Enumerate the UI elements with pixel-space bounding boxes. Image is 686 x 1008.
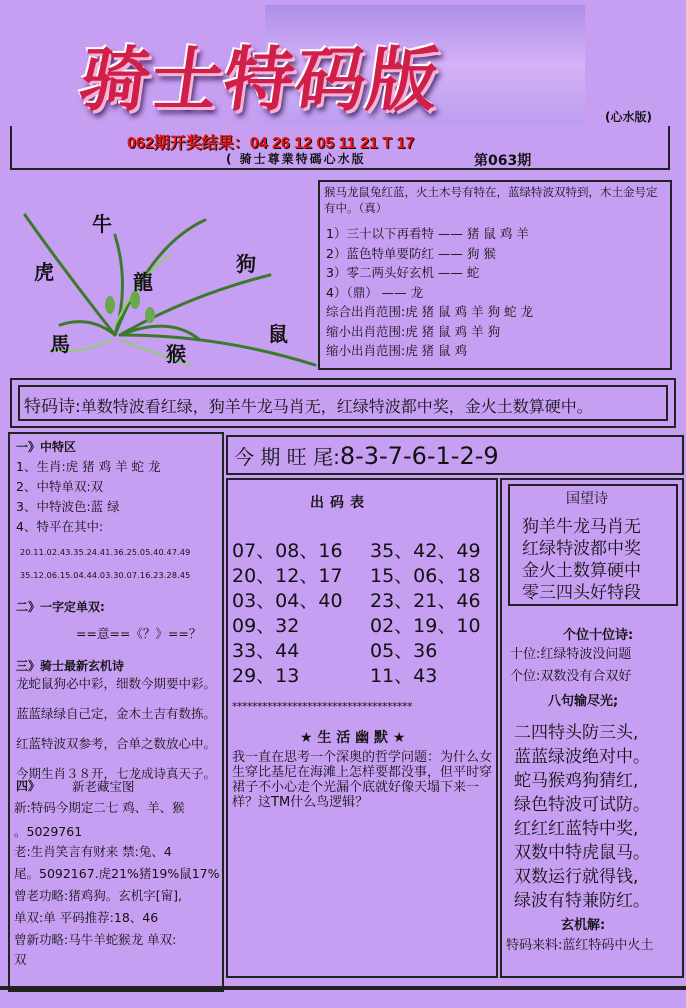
digit-poem-title: 个位十位诗: <box>563 628 634 643</box>
zodiac-monkey: 猴 <box>166 342 186 366</box>
table-cell: 23、21、46 <box>370 590 481 612</box>
poem-line: 今期生肖３８开，七龙成诗真天子。 <box>16 766 217 781</box>
header-frame-left <box>10 126 20 170</box>
digit-line: 十位:红绿特波没问题 <box>510 647 632 662</box>
list-item: 1、生肖:虎 猪 鸡 羊 蛇 龙 <box>16 459 161 474</box>
humor-text: 我一直在思考一个深奥的哲学问题：为什么女生穿比基尼在海滩上怎样要都没事，但平时穿裙子不小心走个光漏个底就好像天塌下来一样？这TM什么鸟逻辑？ <box>232 750 493 810</box>
star-divider: ************************************ <box>232 700 412 713</box>
eight-line: 双数中特虎鼠马。 <box>514 843 650 863</box>
table-cell: 05、36 <box>370 640 438 662</box>
table-title: 出码表 <box>310 495 370 511</box>
old-map-line: 单双:单 平码推荐:18、46 <box>14 910 159 925</box>
section-heading: 四》 <box>16 779 41 793</box>
poem-line: 龙蛇鼠狗必中彩，细数今期要中彩。 <box>16 676 217 691</box>
digit-line: 个位:双数没有合双好 <box>510 669 632 684</box>
eight-lines-title: 八句输尽光; <box>548 694 619 709</box>
guowang-line: 红绿特波都中奖 <box>522 539 641 559</box>
table-cell: 33、44 <box>232 640 300 662</box>
zodiac-rat: 鼠 <box>268 322 288 346</box>
header-frame-bottom <box>10 168 670 170</box>
old-map-line: 曾新功略:马牛羊蛇猴龙 单双: <box>14 932 177 947</box>
eight-line: 蛇马猴鸡狗猜红, <box>514 771 639 791</box>
verse-range: 综合出肖范围:虎 猪 鼠 鸡 羊 狗 蛇 龙 <box>326 304 534 319</box>
section-heading: 二》一字定单双: <box>16 600 105 614</box>
special-poem <box>24 392 593 417</box>
section-heading: 一》中特区 <box>16 440 77 454</box>
edition-label: (心水版) <box>605 110 652 124</box>
treasure-map-title: 新老藏宝图 <box>72 779 135 794</box>
old-map-line: 老:生肖笑言有财来 禁:兔、4 <box>14 844 172 859</box>
list-item: 3、中特波色:蓝 绿 <box>16 499 120 514</box>
riddle: ==意==《？》==？ <box>76 626 202 641</box>
verse-intro: 猴马龙鼠兔红蓝，火土木号有特在，蓝绿特波双特到，木土金号定有中。（真） <box>324 185 658 215</box>
table-cell: 03、04、40 <box>232 590 343 612</box>
section-heading: 三》骑士最新玄机诗 <box>16 659 125 673</box>
verse-box <box>318 180 672 370</box>
verse-line: 1）三十以下再看特 —— 猪 鼠 鸡 羊 <box>326 226 529 241</box>
eight-line: 绿色特波可试防。 <box>514 795 650 815</box>
eight-line: 红红红蓝特中奖, <box>514 819 639 839</box>
eight-line: 二四特头防三头, <box>514 723 639 743</box>
guowang-line: 零三四头好特段 <box>522 583 641 603</box>
table-cell: 29、13 <box>232 665 300 687</box>
page-title: 骑士特码版 <box>74 38 446 121</box>
zodiac-dragon: 龍 <box>133 270 153 294</box>
eight-line: 蓝蓝绿波绝对中。 <box>514 747 650 767</box>
table-cell: 11、43 <box>370 665 438 687</box>
list-item: 4、特平在其中: <box>16 519 104 534</box>
header-frame-right <box>660 126 670 170</box>
zodiac-dog: 狗 <box>236 252 256 276</box>
old-map-line: 尾。5092167.虎21%猪19%鼠17% <box>14 866 220 881</box>
bottom-border <box>0 986 686 990</box>
table-cell: 20、12、17 <box>232 565 343 587</box>
subtitle: ( 骑士尊業特碼心水版 <box>226 152 366 166</box>
zodiac-horse: 馬 <box>50 332 70 356</box>
number-list: 20.11.02.43.35.24.41.36.25.05.40.47.49 <box>20 548 191 557</box>
table-cell: 15、06、18 <box>370 565 481 587</box>
table-cell: 09、32 <box>232 615 300 637</box>
verse-line: 2）蓝色特单要防红 —— 狗 猴 <box>326 245 496 261</box>
verse-line: 4）（鼎） —— 龙 <box>326 284 424 300</box>
verse-range: 缩小出肖范围:虎 猪 鼠 鸡 <box>326 343 468 358</box>
poem-label: 特码诗: <box>24 397 81 417</box>
table-cell: 02、19、10 <box>370 615 481 637</box>
zodiac-ox: 牛 <box>92 212 112 236</box>
verse-line: 3）零二两头好玄机 —— 蛇 <box>326 265 480 280</box>
list-item: 2、中特单双:双 <box>16 479 104 494</box>
tail-line <box>234 441 499 470</box>
guowang-title: 国望诗 <box>566 491 608 507</box>
number-list: 35.12.06.15.04.44.03.30.07.16.23.28.45 <box>20 571 191 580</box>
table-cell: 07、08、16 <box>232 540 343 562</box>
verse-range: 缩小出肖范围:虎 猪 鼠 鸡 羊 狗 <box>326 323 501 339</box>
tail-label: 今 期 旺 尾: <box>234 445 340 469</box>
draw-result: 062期开奖结果：04 26 12 05 11 21 T 17 <box>127 135 415 152</box>
eight-line: 双数运行就得钱, <box>514 867 639 887</box>
issue-number: 第063期 <box>474 153 532 169</box>
tail-box <box>226 435 684 475</box>
poem-line: 蓝蓝绿绿自己定，金木土吉有数拣。 <box>16 706 217 721</box>
old-map-line: 曾老功略:猪鸡狗。玄机字[甯], <box>14 888 182 903</box>
table-cell: 35、42、49 <box>370 540 481 562</box>
guowang-line: 狗羊牛龙马肖无 <box>522 517 641 537</box>
mystery-title: 玄机解: <box>561 918 606 933</box>
new-map-line: 新:特码今期定二七 鸡、羊、猴 <box>14 800 185 815</box>
tail-value: 8-3-7-6-1-2-9 <box>339 442 499 470</box>
humor-title: ★ 生 活 幽 默 ★ <box>300 730 406 746</box>
zodiac-tiger: 虎 <box>34 260 54 284</box>
mystery-text: 特码来料:蓝红特码中火土 <box>506 938 654 953</box>
eight-line: 绿波有特兼防红。 <box>514 891 650 911</box>
old-map-line: 双 <box>14 952 27 967</box>
poem-line: 红蓝特波双参考，合单之数放心中。 <box>16 736 217 751</box>
poem-text: 单数特波看红绿，狗羊牛龙马肖无，红绿特波都中奖，金火土数算硬中。 <box>80 397 593 416</box>
new-map-line: 。5029761 <box>14 824 83 839</box>
guowang-line: 金火土数算硬中 <box>522 561 641 581</box>
